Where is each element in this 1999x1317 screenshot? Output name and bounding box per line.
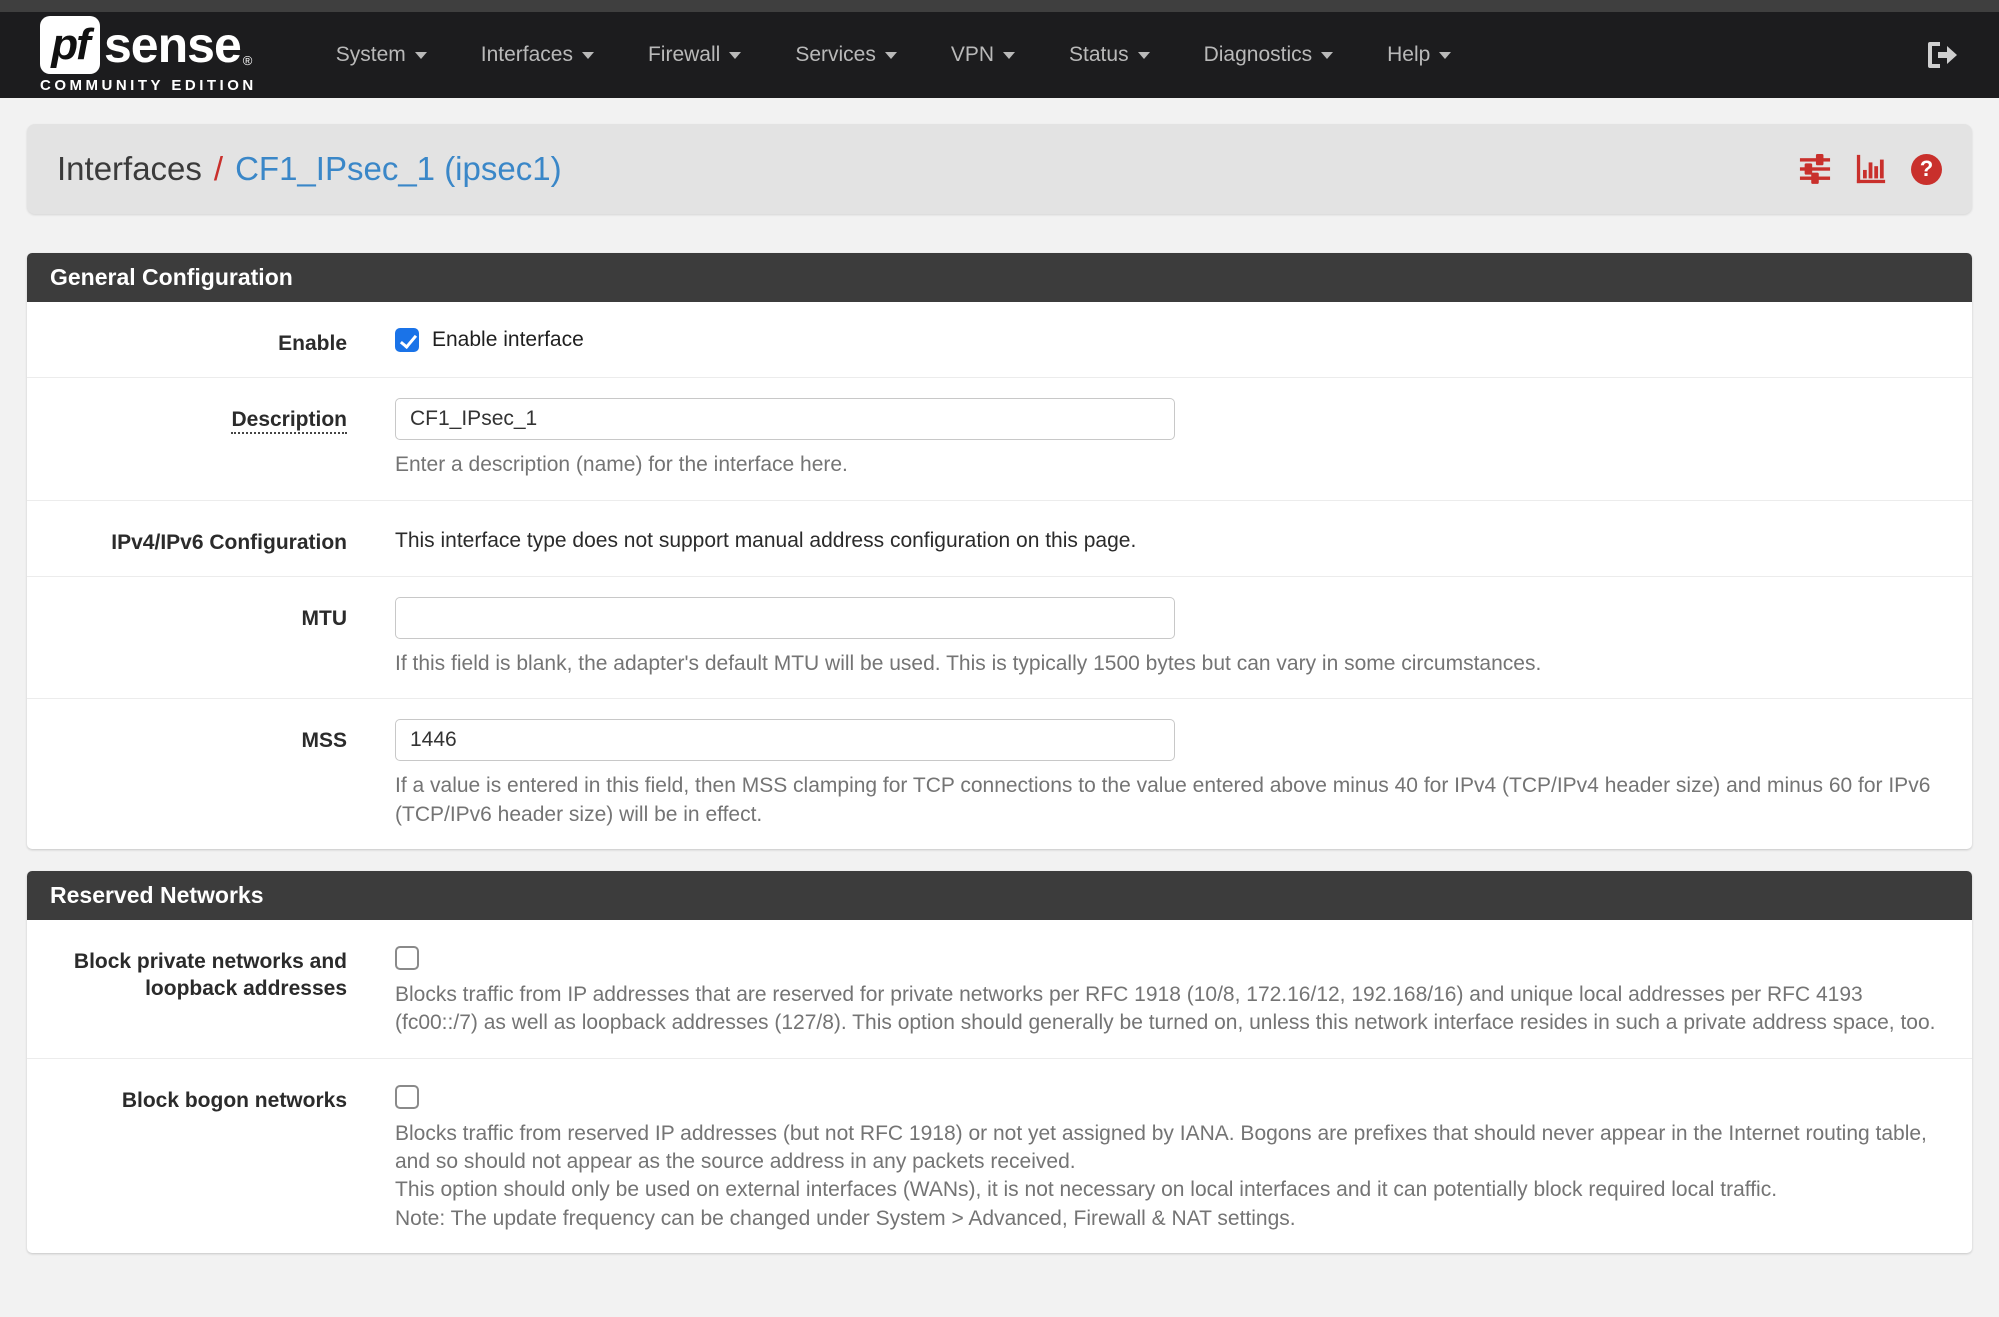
ip-configuration-label: IPv4/IPv6 Configuration — [111, 530, 347, 554]
nav-item-vpn[interactable] — [924, 12, 1042, 98]
nav-label: System — [335, 43, 406, 66]
block-bogon-networks-help — [395, 1120, 1947, 1233]
general-configuration-panel — [27, 253, 1972, 849]
block-private-networks-checkbox[interactable] — [395, 946, 419, 970]
breadcrumb-page-link[interactable]: CF1_IPsec_1 (ipsec1) — [235, 150, 562, 187]
community-edition-label: COMMUNITY EDITION — [40, 77, 257, 94]
mss-input[interactable] — [395, 719, 1175, 761]
nav-label: Interfaces — [480, 43, 573, 66]
description-row — [27, 378, 1972, 500]
nav-label: Help — [1387, 43, 1431, 66]
breadcrumb-panel — [27, 124, 1972, 214]
help-circle-icon[interactable] — [1911, 154, 1942, 185]
block-private-networks-help: Blocks traffic from IP addresses that are reserved for private networks per RFC 1918 (10/8, 172.16/12, 192.168/16) and unique local addresses per RFC 4193 (fc00::/7) as well as loopback addresses (127/8). This option should generally be turned on, unless this network interface resides in such a private address space, too. — [395, 982, 1936, 1035]
block-bogon-networks-row — [27, 1059, 1972, 1253]
breadcrumb-section: Interfaces — [57, 150, 202, 187]
nav-item-firewall[interactable] — [621, 12, 768, 98]
top-strip — [0, 0, 1999, 12]
block-bogon-networks-label: Block bogon networks — [121, 1088, 347, 1112]
header-icon-group — [1799, 153, 1942, 185]
description-label — [27, 398, 347, 479]
bogon-help-note: Note: The update frequency can be changed under System > Advanced, Firewall & NAT settings. — [395, 1206, 1296, 1230]
nav-label: Diagnostics — [1203, 43, 1313, 66]
bar-chart-icon[interactable] — [1855, 153, 1887, 185]
enable-label: Enable — [278, 332, 347, 355]
nav-label: Services — [795, 43, 876, 66]
description-help: Enter a description (name) for the interface here. — [395, 453, 848, 477]
pf-logo-box — [40, 16, 100, 74]
enable-interface-checkbox[interactable] — [395, 328, 419, 352]
sliders-icon[interactable] — [1799, 153, 1831, 185]
caret-down-icon — [1138, 52, 1150, 59]
block-private-networks-label: Block private networks and loopback addresses — [73, 949, 347, 1001]
mtu-help: If this field is blank, the adapter's default MTU will be used. This is typically 1500 bytes but can vary in some circumstances. — [395, 651, 1542, 675]
caret-down-icon — [885, 52, 897, 59]
help-glyph: ? — [1919, 156, 1934, 181]
nav-label: Status — [1069, 43, 1129, 66]
nav-item-help[interactable] — [1360, 12, 1478, 98]
enable-interface-checkbox-label: Enable interface — [432, 328, 584, 351]
mtu-label: MTU — [301, 606, 347, 630]
nav-item-interfaces[interactable] — [454, 12, 621, 98]
nav-item-status[interactable] — [1042, 12, 1177, 98]
block-bogon-networks-checkbox[interactable] — [395, 1085, 419, 1109]
caret-down-icon — [729, 52, 741, 59]
caret-down-icon — [1321, 52, 1333, 59]
brand-pf-text: pf — [51, 20, 89, 69]
panel-title: Reserved Networks — [27, 871, 1972, 920]
mss-label: MSS — [301, 729, 347, 753]
mss-help: If a value is entered in this field, then MSS clamping for TCP connections to the value entered above minus 40 for IPv4 (TCP/IPv4 header size) and minus 60 for IPv6 (TCP/IPv6 header size) will be in effect. — [395, 774, 1931, 826]
ip-configuration-text: This interface type does not support manual address configuration on this page. — [395, 528, 1137, 552]
nav-label: Firewall — [647, 43, 721, 66]
bogon-help-paragraph: Blocks traffic from reserved IP addresses (but not RFC 1918) or not yet assigned by IANA. Bogons are prefixes that should never appear in the Internet routing table, and so should not appear as the source address in any packets received. — [395, 1121, 1927, 1173]
description-input[interactable] — [395, 398, 1175, 440]
bogon-help-paragraph: This option should only be used on external interfaces (WANs), it is not necessary on local interfaces and it can potentially block required local traffic. — [395, 1178, 1778, 1202]
enable-row — [27, 302, 1972, 378]
nav-item-services[interactable] — [768, 12, 924, 98]
caret-down-icon — [1439, 52, 1451, 59]
breadcrumb-separator: / — [213, 150, 224, 187]
nav-label: VPN — [950, 43, 995, 66]
ip-configuration-row — [27, 501, 1972, 577]
description-label-text: Description — [231, 408, 347, 434]
caret-down-icon — [415, 52, 427, 59]
mtu-row — [27, 577, 1972, 699]
main-navbar — [0, 12, 1999, 98]
nav-item-diagnostics[interactable] — [1177, 12, 1361, 98]
pfsense-logo[interactable] — [40, 16, 257, 94]
mss-row — [27, 699, 1972, 849]
reserved-networks-panel — [27, 871, 1972, 1253]
navbar-menu — [309, 12, 1925, 98]
brand-sense-text: sense — [104, 17, 241, 73]
registered-mark: ® — [242, 53, 253, 68]
panel-title: General Configuration — [27, 253, 1972, 302]
nav-item-system[interactable] — [309, 12, 454, 98]
sign-out-icon[interactable] — [1925, 39, 1959, 71]
block-private-networks-row — [27, 920, 1972, 1059]
mtu-input[interactable] — [395, 597, 1175, 639]
caret-down-icon — [1003, 52, 1015, 59]
caret-down-icon — [582, 52, 594, 59]
